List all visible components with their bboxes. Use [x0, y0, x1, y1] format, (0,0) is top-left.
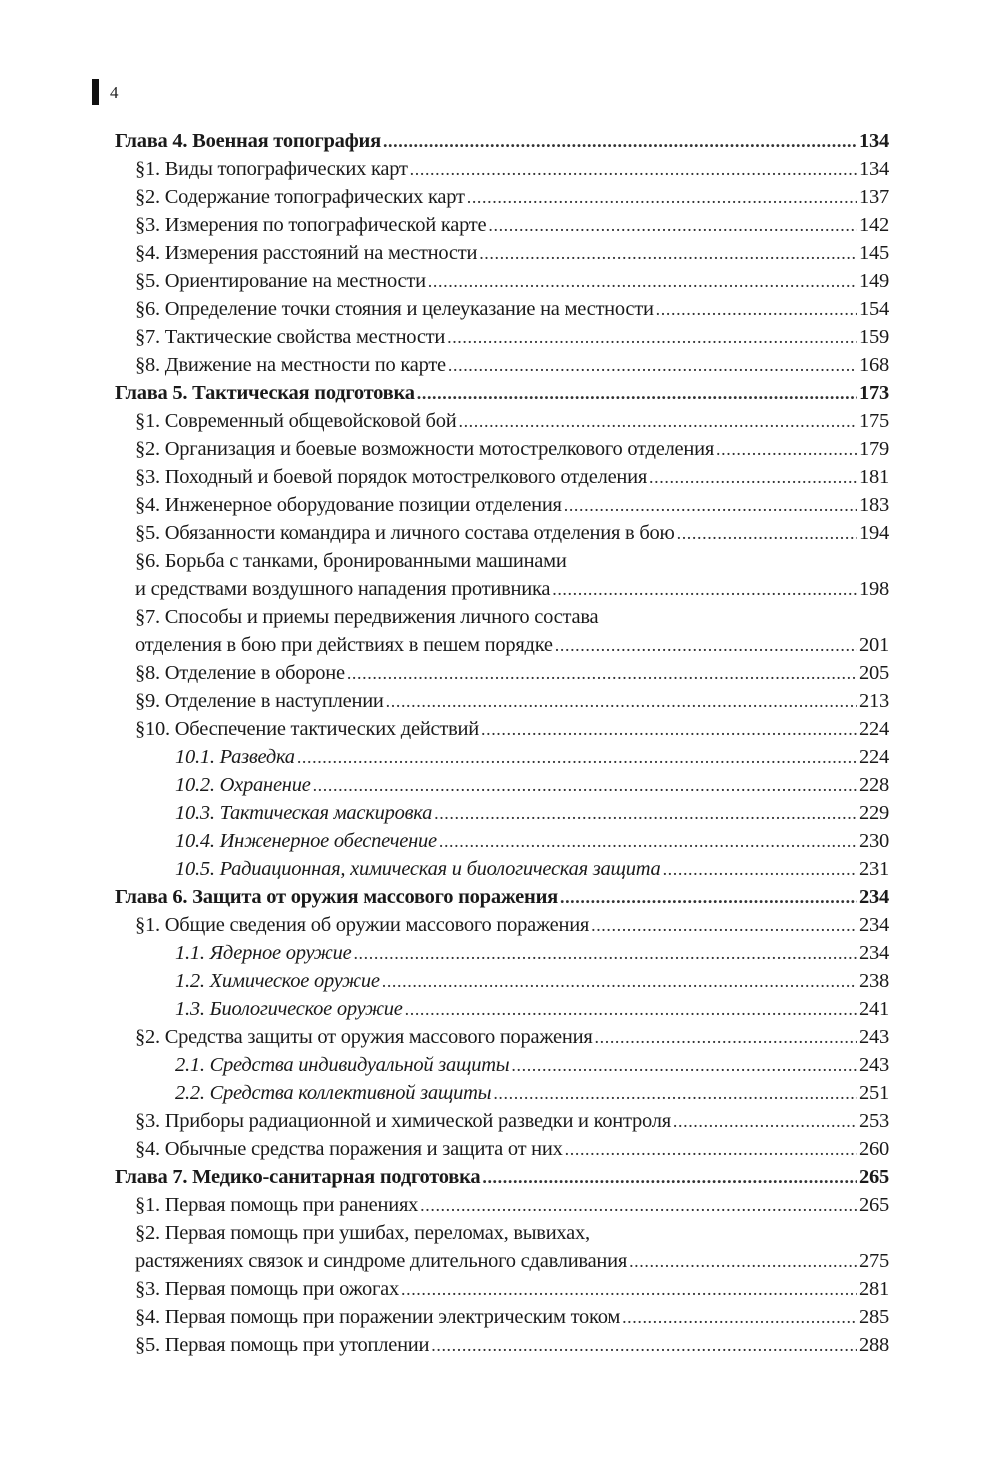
dot-leader — [313, 771, 857, 799]
dot-leader — [656, 295, 857, 323]
dot-leader — [564, 491, 857, 519]
toc-entry-title: 2.2. Средства коллективной защиты — [175, 1082, 492, 1104]
toc-entry-section[interactable] — [115, 519, 889, 547]
toc-entry-title: §4. Первая помощь при поражении электрическим током — [135, 1306, 621, 1328]
toc-entry-page: 265 — [859, 1194, 889, 1216]
toc-entry-page: 142 — [859, 214, 889, 236]
toc-entry-section[interactable] — [115, 1023, 889, 1051]
toc-entry-title: §1. Современный общевойсковой бой — [135, 410, 457, 432]
dot-leader — [434, 799, 857, 827]
toc-entry-title: §2. Первая помощь при ушибах, переломах, вывихах, — [135, 1222, 590, 1244]
toc-entry-title: §5. Первая помощь при утоплении — [135, 1334, 430, 1356]
toc-entry-page: 238 — [859, 970, 889, 992]
dot-leader — [439, 827, 857, 855]
toc-entry-title: §8. Отделение в обороне — [135, 662, 345, 684]
toc-entry-chapter[interactable] — [115, 1163, 889, 1191]
page-edge-marker — [92, 79, 99, 105]
dot-leader — [677, 519, 857, 547]
toc-entry-title: 10.1. Разведка — [175, 746, 295, 768]
toc-entry-page: 234 — [859, 942, 889, 964]
toc-entry-page: 253 — [859, 1110, 889, 1132]
toc-entry-subsection[interactable] — [115, 939, 889, 967]
toc-entry-title: §1. Первая помощь при ранениях — [135, 1194, 419, 1216]
toc-entry-section[interactable] — [115, 715, 889, 743]
toc-entry-section[interactable] — [115, 687, 889, 715]
toc-entry-page: 251 — [859, 1082, 889, 1104]
dot-leader — [511, 1051, 857, 1079]
toc-entry-title: §7. Тактические свойства местности — [135, 326, 446, 348]
toc-entry-subsection[interactable] — [115, 967, 889, 995]
dot-leader — [673, 1107, 857, 1135]
toc-entry-title: 2.1. Средства индивидуальной защиты — [175, 1054, 510, 1076]
dot-leader — [431, 1331, 857, 1359]
toc-entry-title: §3. Первая помощь при ожогах — [135, 1278, 399, 1300]
toc-entry-page: 229 — [859, 802, 889, 824]
dot-leader — [663, 855, 857, 883]
toc-entry-title: §9. Отделение в наступлении — [135, 690, 384, 712]
toc-entry-title: §3. Приборы радиационной и химической разведки и контроля — [135, 1110, 671, 1132]
toc-entry-page: 234 — [859, 914, 889, 936]
toc-entry-page: 234 — [859, 886, 889, 908]
dot-leader — [622, 1303, 857, 1331]
toc-entry-page: 175 — [859, 410, 889, 432]
toc-entry-title: §2. Содержание топографических карт — [135, 186, 465, 208]
toc-entry-continuation[interactable] — [115, 575, 889, 603]
toc-entry-page: 183 — [859, 494, 889, 516]
toc-entry-title: Глава 4. Военная топография — [115, 130, 381, 152]
toc-entry-page: 265 — [859, 1166, 889, 1188]
toc-entry-section[interactable] — [115, 267, 889, 295]
dot-leader — [552, 575, 857, 603]
toc-entry-page: 241 — [859, 998, 889, 1020]
toc-entry-page: 213 — [859, 690, 889, 712]
toc-entry-title: §10. Обеспечение тактических действий — [135, 718, 479, 740]
toc-entry-page: 230 — [859, 830, 889, 852]
toc-entry-title: §3. Измерения по топографической карте — [135, 214, 487, 236]
toc-entry-title: 1.1. Ядерное оружие — [175, 942, 352, 964]
dot-leader — [428, 267, 857, 295]
toc-entry-section[interactable] — [115, 211, 889, 239]
toc-entry-page: 137 — [859, 186, 889, 208]
toc-entry-subsection[interactable] — [115, 1051, 889, 1079]
toc-entry-page: 224 — [859, 718, 889, 740]
toc-entry-section[interactable] — [115, 1303, 889, 1331]
toc-entry-title: и средствами воздушного нападения противника — [135, 578, 551, 600]
toc-entry-page: 275 — [859, 1250, 889, 1272]
toc-entry-section[interactable] — [115, 1107, 889, 1135]
toc-entry-page: 288 — [859, 1334, 889, 1356]
toc-entry-section[interactable] — [115, 183, 889, 211]
toc-entry-title: §2. Средства защиты от оружия массового поражения — [135, 1026, 593, 1048]
toc-entry-section[interactable] — [115, 351, 889, 379]
toc-entry-title: §6. Определение точки стояния и целеуказание на местности — [135, 298, 654, 320]
toc-entry-page: 134 — [859, 158, 889, 180]
dot-leader — [493, 1079, 857, 1107]
toc-entry-title: §5. Обязанности командира и личного состава отделения в бою — [135, 522, 675, 544]
toc-entry-subsection[interactable] — [115, 995, 889, 1023]
toc-entry-title: 10.4. Инженерное обеспечение — [175, 830, 437, 852]
toc-entry-page: 201 — [859, 634, 889, 656]
toc-entry-page: 260 — [859, 1138, 889, 1160]
toc-entry-page: 194 — [859, 522, 889, 544]
toc-entry-title: 1.2. Химическое оружие — [175, 970, 380, 992]
toc-entry-section[interactable] — [115, 659, 889, 687]
toc-entry-title: растяжениях связок и синдроме длительного сдавливания — [135, 1250, 628, 1272]
dot-leader — [565, 1135, 857, 1163]
toc-entry-title: Глава 7. Медико-санитарная подготовка — [115, 1166, 481, 1188]
toc-entry-title: Глава 6. Защита от оружия массового поражения — [115, 886, 558, 908]
dot-leader — [629, 1247, 857, 1275]
toc-entry-page: 145 — [859, 242, 889, 264]
toc-entry-section[interactable] — [115, 1135, 889, 1163]
toc-entry-section[interactable] — [115, 295, 889, 323]
toc-entry-title: 10.5. Радиационная, химическая и биологическая защита — [175, 858, 661, 880]
dot-leader — [488, 211, 857, 239]
dot-leader — [649, 463, 857, 491]
toc-entry-title: §5. Ориентирование на местности — [135, 270, 426, 292]
toc-entry-title: §8. Движение на местности по карте — [135, 354, 446, 376]
toc-entry-section-nopage[interactable] — [115, 603, 889, 631]
dot-leader — [555, 631, 857, 659]
toc-entry-section[interactable] — [115, 407, 889, 435]
dot-leader — [420, 1191, 857, 1219]
toc-entry-page: 168 — [859, 354, 889, 376]
toc-entry-page: 243 — [859, 1026, 889, 1048]
toc-entry-section[interactable] — [115, 155, 889, 183]
toc-entry-page: 159 — [859, 326, 889, 348]
dot-leader — [481, 715, 857, 743]
dot-leader — [447, 323, 857, 351]
dot-leader — [482, 1163, 857, 1191]
toc-entry-page: 281 — [859, 1278, 889, 1300]
toc-entry-title: 10.3. Тактическая маскировка — [175, 802, 433, 824]
dot-leader — [405, 995, 857, 1023]
toc-entry-title: 1.3. Биологическое оружие — [175, 998, 403, 1020]
toc-entry-title: §3. Походный и боевой порядок мотострелкового отделения — [135, 466, 648, 488]
toc-entry-page: 181 — [859, 466, 889, 488]
dot-leader — [448, 351, 857, 379]
toc-entry-page: 285 — [859, 1306, 889, 1328]
toc-entry-title: §1. Виды топографических карт — [135, 158, 408, 180]
toc-entry-section[interactable] — [115, 323, 889, 351]
toc-entry-page: 231 — [859, 858, 889, 880]
toc-entry-title: Глава 5. Тактическая подготовка — [115, 382, 415, 404]
dot-leader — [467, 183, 857, 211]
dot-leader — [383, 127, 857, 155]
dot-leader — [458, 407, 857, 435]
toc-entry-page: 198 — [859, 578, 889, 600]
toc-entry-section-nopage[interactable] — [115, 547, 889, 575]
toc-entry-page: 173 — [859, 382, 889, 404]
toc-entry-section-nopage[interactable] — [115, 1219, 889, 1247]
dot-leader — [401, 1275, 857, 1303]
toc-entry-continuation[interactable] — [115, 1247, 889, 1275]
toc-entry-section[interactable] — [115, 463, 889, 491]
toc-entry-subsection[interactable] — [115, 771, 889, 799]
dot-leader — [347, 659, 857, 687]
toc-entry-title: 10.2. Охранение — [175, 774, 311, 796]
toc-entry-title: §4. Обычные средства поражения и защита от них — [135, 1138, 563, 1160]
page-number: 4 — [110, 83, 119, 102]
toc-entry-title: §1. Общие сведения об оружии массового поражения — [135, 914, 590, 936]
toc-entry-section[interactable] — [115, 239, 889, 267]
dot-leader — [479, 239, 857, 267]
dot-leader — [382, 967, 857, 995]
toc-entry-chapter[interactable] — [115, 127, 889, 155]
toc-entry-subsection[interactable] — [115, 855, 889, 883]
dot-leader — [716, 435, 857, 463]
toc-entry-page: 228 — [859, 774, 889, 796]
toc-entry-section[interactable] — [115, 911, 889, 939]
toc-entry-title: §2. Организация и боевые возможности мотострелкового отделения — [135, 438, 715, 460]
toc-entry-page: 134 — [859, 130, 889, 152]
dot-leader — [297, 743, 857, 771]
toc-entry-title: §4. Инженерное оборудование позиции отделения — [135, 494, 562, 516]
toc-entry-section[interactable] — [115, 1331, 889, 1359]
toc-entry-subsection[interactable] — [115, 743, 889, 771]
dot-leader — [591, 911, 857, 939]
toc-entry-page: 224 — [859, 746, 889, 768]
toc-entry-page: 179 — [859, 438, 889, 460]
dot-leader — [386, 687, 857, 715]
table-of-contents — [115, 127, 889, 1359]
dot-leader — [595, 1023, 857, 1051]
toc-entry-chapter[interactable] — [115, 379, 889, 407]
toc-entry-page: 154 — [859, 298, 889, 320]
dot-leader — [410, 155, 857, 183]
toc-entry-section[interactable] — [115, 1275, 889, 1303]
toc-entry-subsection[interactable] — [115, 799, 889, 827]
dot-leader — [560, 883, 857, 911]
toc-entry-subsection[interactable] — [115, 1079, 889, 1107]
toc-entry-subsection[interactable] — [115, 827, 889, 855]
toc-entry-section[interactable] — [115, 1191, 889, 1219]
toc-entry-continuation[interactable] — [115, 631, 889, 659]
toc-entry-title: §6. Борьба с танками, бронированными машинами — [135, 550, 567, 572]
dot-leader — [353, 939, 857, 967]
toc-entry-page: 205 — [859, 662, 889, 684]
toc-entry-title: §7. Способы и приемы передвижения личного состава — [135, 606, 599, 628]
dot-leader — [417, 379, 857, 407]
toc-entry-section[interactable] — [115, 435, 889, 463]
toc-entry-page: 243 — [859, 1054, 889, 1076]
toc-entry-section[interactable] — [115, 491, 889, 519]
toc-entry-title: §4. Измерения расстояний на местности — [135, 242, 478, 264]
toc-entry-title: отделения в бою при действиях в пешем порядке — [135, 634, 553, 656]
toc-entry-chapter[interactable] — [115, 883, 889, 911]
toc-entry-page: 149 — [859, 270, 889, 292]
